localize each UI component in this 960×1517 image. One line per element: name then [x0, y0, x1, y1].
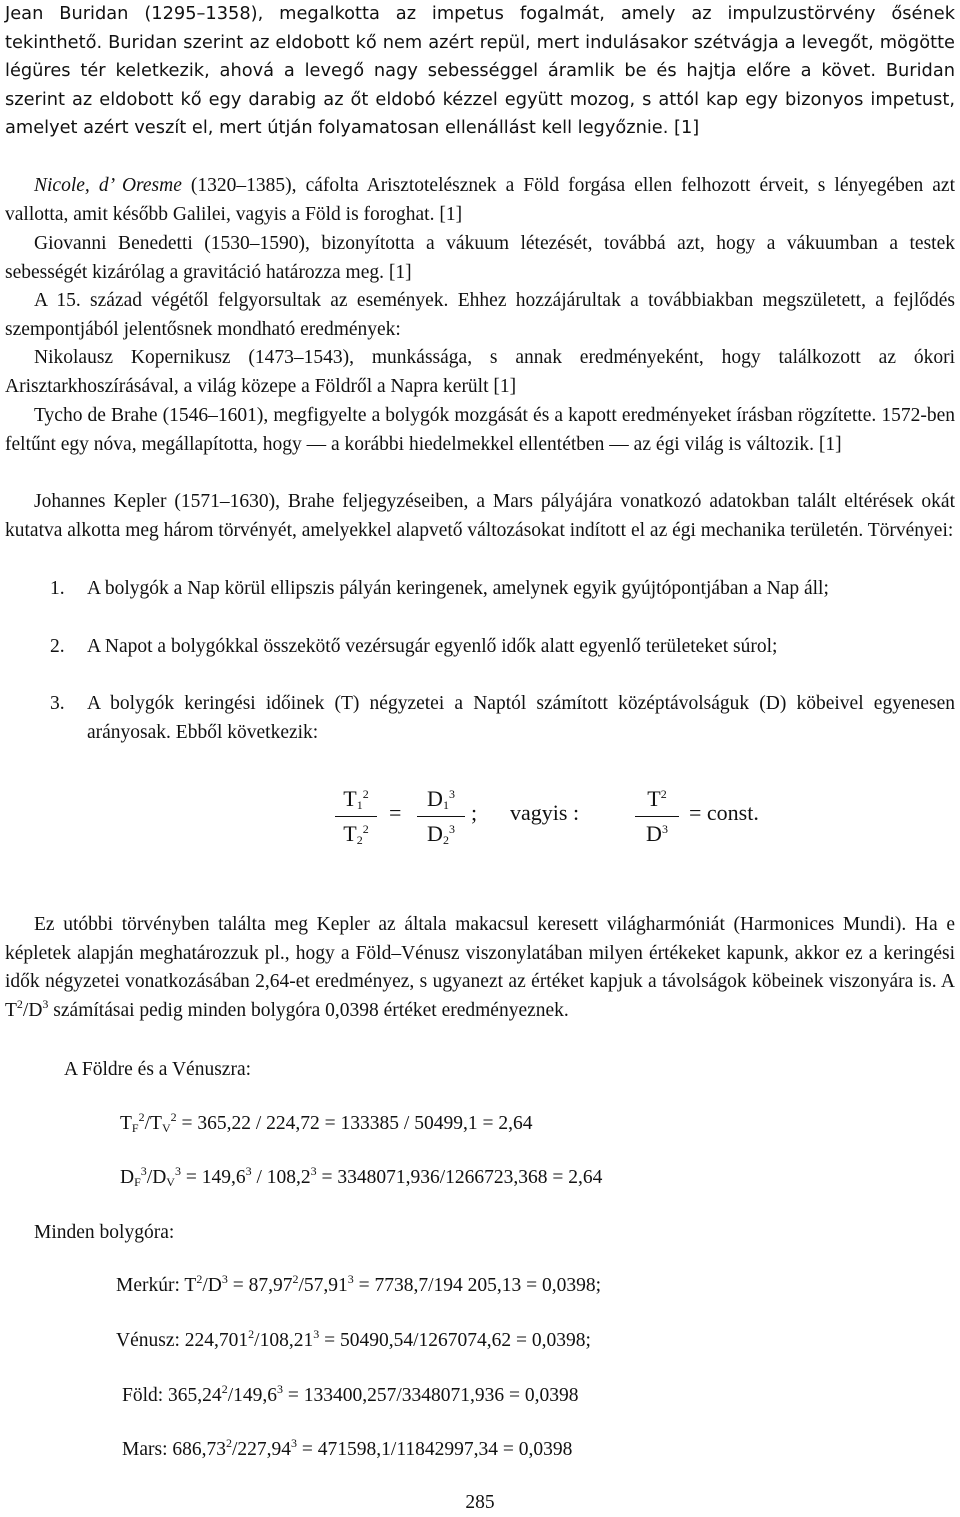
- planet-line-earth: Föld: $365,24^2/149,6^3 = 133400,257/3348071,936 = 0,0398$: [122, 1382, 579, 1406]
- harmony-paragraph: Ez utóbbi törvényben találta meg Kepler az általa makacsul keresett világharmóniát (Harmonices Mundi). Ha e képletek alapján meghatározzuk pl., hogy a Föld–Vénusz viszonylatában milyen értékeket kapunk, akkor ez a keringési idők négyzetei vonatkozásában 2,64-et eredményez, s ugyanezt az értéket kapjuk a távolságok köbeinek viszonyára is. A $T^2/D^3$ számításai pedig minden bolygóra 0,0398 értéket eredményeznek.: [5, 914, 955, 1021]
- vagyis-word: vagyis :: [510, 800, 580, 825]
- page-number: 285: [465, 1492, 495, 1513]
- kepler-paragraph: Johannes Kepler (1571–1630), Brahe feljegyzéseiben, a Mars pályájára vonatkozó adatokban talált eltérések okát kutatva alkotta meg három törvényét, amelyekkel alapvető változásokat indított el az égi mechanika területén. Törvényei:: [5, 491, 955, 541]
- earth-venus-distance-line: $D_F^3/D_V^3 = 149,6^3 / 108,2^3 = 3348071,936/1266723,368 = 2,64$: [120, 1164, 603, 1189]
- century-paragraph: A 15. század végétől felgyorsultak az események. Ehhez hozzájárultak a továbbiakban megszületett, a fejlődés szempontjából jelentősnek mondható eredmények:: [5, 290, 955, 340]
- benedetti-paragraph: Giovanni Benedetti (1530–1590), bizonyította a vákuum létezését, továbbá azt, hogy a vákuumban a testek sebességét kizárólag a gravitáció határozza meg. [1]: [5, 233, 955, 283]
- law-text: A bolygók keringési időinek (T) négyzetei a Naptól számított középtávolságuk (D) köbeivel egyenesen arányosak. Ebből következik:: [87, 693, 955, 743]
- earth-venus-label: A Földre és a Vénuszra:: [64, 1059, 252, 1080]
- buridan-paragraph: Jean Buridan (1295–1358), megalkotta az impetus fogalmát, amely az impulzustörvény ősének tekinthető. Buridan szerint az eldobott kő nem azért repül, mert indulásakor szétvágja a levegőt, mögötte légüres tér keletkezik, ahová a levegő nagy sebességgel áramlik be és hajtja előre a követ. Buridan szerint az eldobott kő egy darabig az őt eldobó kézzel együtt mozog, s attól kap egy bizonyos impetust, amelyet azért veszít el, mert útján folyamatosan ellenállást kell legyőznie. [1]: [5, 3, 955, 138]
- planet-line-mercury: Merkúr: $T^2/D^3 = 87,97^2/57,91^3 = 7738,7/194$ 205,13 = 0,0398;: [116, 1272, 602, 1296]
- oresme-name: Nicole, d’ Oresme: [34, 175, 182, 196]
- earth-venus-period-line: $T_F^2/T_V^2 = 365,22 / 224,72 = 133385 / 50499,1 = 2,64$: [120, 1110, 533, 1135]
- planet-line-venus: Vénusz: $224,701^2/108,21^3 = 50490,54/1267074,62 = 0,0398$;: [116, 1327, 591, 1351]
- semicolon: ;: [471, 800, 478, 825]
- law-item-1: [50, 575, 955, 604]
- law-text: A bolygók a Nap körül ellipszis pályán keringenek, amelynek egyik gyújtópontjában a Nap áll;: [87, 578, 829, 599]
- fraction-d1-d2: $D_1^3$ $D_2^3$: [417, 782, 465, 851]
- law-item-2: [50, 633, 955, 662]
- const-text: = const.: [689, 800, 759, 825]
- copernicus-paragraph: Nikolausz Kopernikusz (1473–1543), munkássága, s annak eredményeként, hogy találkozott az ókori Arisztarkhoszírásával, a világ közepe a Földről a Napra került [1]: [5, 347, 955, 397]
- fraction-t-d: $T^2$ $D^3$: [635, 782, 679, 851]
- all-planets-label: Minden bolygóra:: [34, 1222, 175, 1243]
- kepler-third-law-formula: [335, 770, 855, 870]
- planet-line-mars: Mars: $686,73^2/227,94^3 = 471598,1/11842997,34 = 0,0398$: [122, 1436, 573, 1460]
- law-number: 3.: [50, 693, 65, 714]
- law-item-3: [50, 690, 955, 747]
- equals-sign: =: [389, 800, 402, 825]
- fraction-t1-t2: $T_1^2$ $T_2^2$: [335, 782, 377, 851]
- tycho-paragraph: Tycho de Brahe (1546–1601), megfigyelte a bolygók mozgását és a kapott eredményeket írásban rögzítette. 1572-ben feltűnt egy nóva, megállapította, hogy — a korábbi hiedelmekkel ellentétben — az égi világ is változik. [1]: [5, 405, 955, 455]
- law-number: 2.: [50, 636, 65, 657]
- law-number: 1.: [50, 578, 65, 599]
- oresme-paragraph: [5, 172, 955, 229]
- law-text: A Napot a bolygókkal összekötő vezérsugár egyenlő idők alatt egyenlő területeket súrol;: [87, 636, 778, 657]
- oresme-text: (1320–1385), cáfolta Arisztotelésznek a Föld forgása ellen felhozott érveit, s lényegében azt vallotta, amit később Galilei, vagyis a Föld is foroghat. [1]: [5, 175, 955, 225]
